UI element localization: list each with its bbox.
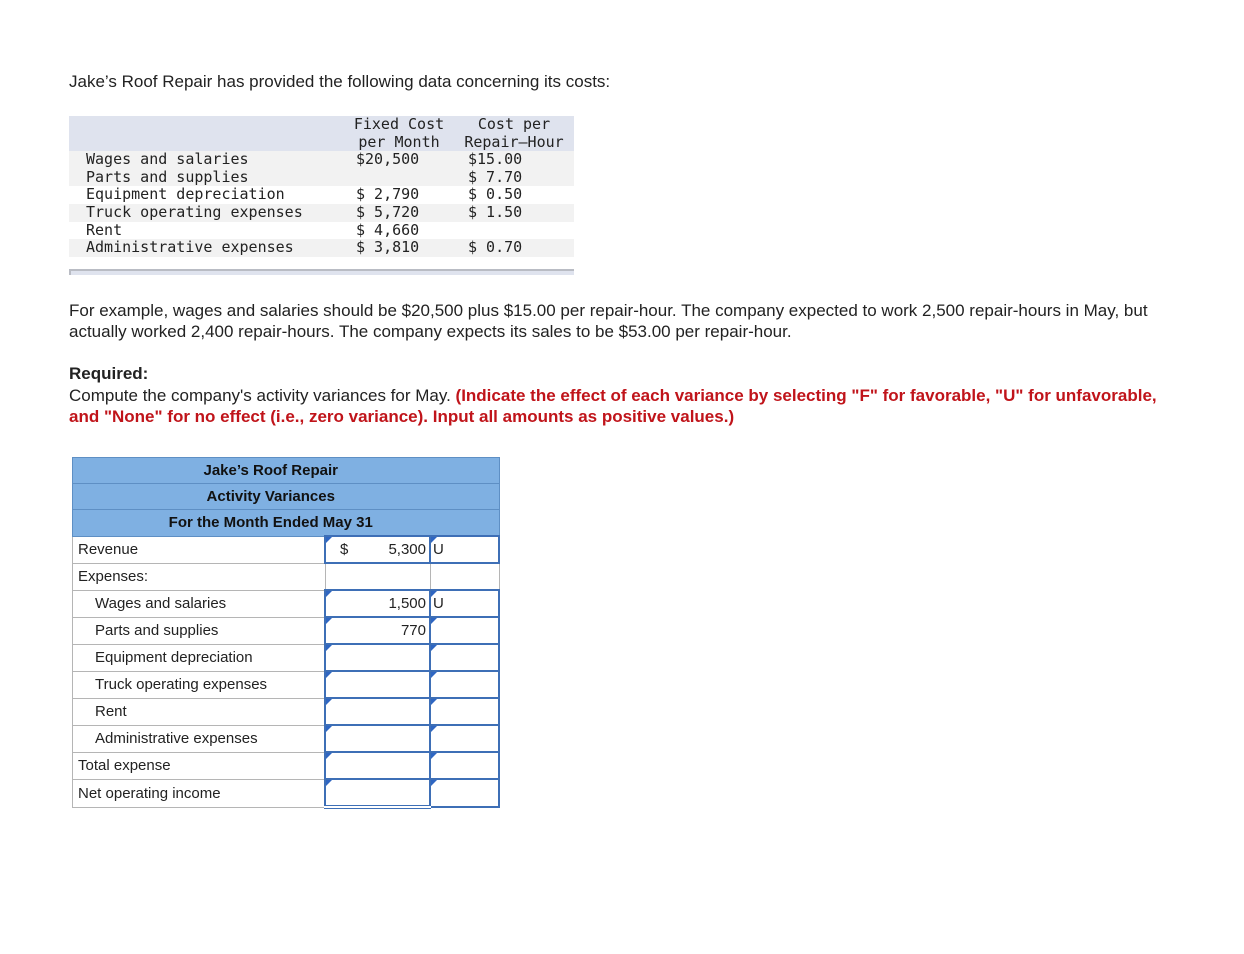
expense-amount-value: 1,500 [388, 595, 426, 612]
cost-row [69, 151, 574, 169]
expense-amount-value [426, 730, 429, 747]
cost-row-label: Administrative expenses [69, 239, 344, 257]
cost-row-fixed: $20,500 [356, 150, 420, 169]
cost-per-hour-header: Cost per Repair–Hour [454, 116, 574, 151]
revenue-row [73, 536, 500, 563]
cost-row-label: Truck operating expenses [69, 204, 344, 222]
net-operating-income-effect-select[interactable] [430, 779, 499, 807]
table-header-row [73, 458, 500, 484]
expense-effect-value [431, 730, 436, 747]
cost-row [69, 204, 574, 222]
cost-row-var: $ 1.50 [454, 204, 574, 222]
cost-row-var [454, 222, 574, 240]
cost-row [69, 222, 574, 240]
expense-amount-input[interactable] [325, 590, 430, 617]
cost-row-fixed: $ 2,790 [356, 185, 420, 204]
expense-amount-value [426, 676, 429, 693]
expense-amount-input[interactable] [325, 725, 430, 752]
cost-row-var: $ 7.70 [454, 169, 574, 187]
statement-title-header: Activity Variances [73, 484, 500, 510]
expense-amount-value [426, 649, 429, 666]
expense-effect-select[interactable] [430, 725, 499, 752]
company-name-header: Jake’s Roof Repair [73, 458, 500, 484]
table-header-row [73, 510, 500, 537]
expense-amount-input[interactable] [325, 698, 430, 725]
expense-effect-select[interactable] [430, 644, 499, 671]
expense-label: Equipment depreciation [73, 644, 326, 671]
expense-effect-select[interactable] [430, 590, 499, 617]
cost-row [69, 169, 574, 187]
expense-row [73, 644, 500, 671]
table-header-row [73, 484, 500, 510]
net-operating-income-amount-input[interactable] [325, 779, 430, 807]
cost-row-label: Rent [86, 220, 123, 239]
total-expense-effect-value [431, 757, 436, 774]
total-expense-amount-input[interactable] [325, 752, 430, 779]
cost-row-fixed: $ 3,810 [344, 239, 454, 257]
expense-effect-value [431, 703, 436, 720]
cost-row-var: $15.00 [468, 150, 523, 169]
net-operating-income-amount-value [426, 784, 429, 801]
empty-cell [325, 563, 430, 590]
cost-row-fixed: $ 5,720 [344, 204, 454, 222]
dollar-sign: $ [340, 541, 349, 558]
expense-row [73, 617, 500, 644]
expense-row [73, 725, 500, 752]
revenue-amount-value: 5,300 [388, 541, 426, 558]
activity-variances-table [72, 457, 500, 809]
net-operating-income-effect-value [431, 785, 436, 802]
expense-amount-input[interactable] [325, 617, 430, 644]
expense-label: Administrative expenses [73, 725, 326, 752]
problem-paragraph: For example, wages and salaries should be $20,500 plus $15.00 per repair-hour. The company expected to work 2,500 repair-hours in May, but actually worked 2,400 repair-hours. The company expects its sales to be $53.00 per repair-hour. [69, 301, 1148, 341]
revenue-effect-select[interactable] [430, 536, 499, 563]
required-question: Compute the company's activity variances for May. [69, 386, 456, 405]
intro-text: Jake’s Roof Repair has provided the following data concerning its costs: [69, 72, 611, 91]
expense-effect-value [431, 676, 436, 693]
cost-table-blank-head [69, 116, 344, 151]
expense-effect-value [431, 649, 436, 666]
total-expense-row [73, 752, 500, 779]
cost-row-fixed [344, 169, 454, 187]
cost-row-label: Parts and supplies [69, 169, 344, 187]
expense-row [73, 590, 500, 617]
expenses-label: Expenses: [73, 563, 326, 590]
expenses-row [73, 563, 500, 590]
total-expense-amount-value [426, 757, 429, 774]
period-header: For the Month Ended May 31 [73, 510, 500, 537]
expense-label: Rent [73, 698, 326, 725]
required-instruction: (Indicate the effect of each variance by selecting "F" for favorable, "U" for unfavorable, and "None" for no effect (i.e., zero variance). Input all amounts as positive values.) [69, 386, 1157, 426]
required-text [69, 385, 1179, 427]
expense-row [73, 671, 500, 698]
cost-row-var: $ 0.70 [454, 239, 574, 257]
net-operating-income-label: Net operating income [73, 779, 326, 807]
total-expense-label: Total expense [73, 752, 326, 779]
cost-row [69, 186, 574, 204]
expense-effect-value [431, 622, 436, 639]
expense-effect-select[interactable] [430, 698, 499, 725]
revenue-label: Revenue [73, 536, 326, 563]
fixed-cost-header: Fixed Cost per Month [344, 116, 454, 151]
expense-amount-value [426, 703, 429, 720]
cost-row-label: Wages and salaries [86, 150, 249, 169]
net-operating-income-row [73, 779, 500, 807]
expense-amount-input[interactable] [325, 644, 430, 671]
expense-effect-value: U [433, 595, 444, 612]
expense-effect-select[interactable] [430, 671, 499, 698]
total-expense-effect-select[interactable] [430, 752, 499, 779]
expense-amount-input[interactable] [325, 671, 430, 698]
expense-amount-value: 770 [400, 622, 426, 639]
cost-row [69, 239, 574, 257]
cost-row-var: $ 0.50 [468, 185, 523, 204]
expense-row [73, 698, 500, 725]
cost-table-footer-rule [69, 269, 574, 275]
cost-row-label: Equipment depreciation [86, 185, 285, 204]
revenue-effect-value: U [433, 541, 444, 558]
cost-data-table [69, 116, 574, 275]
revenue-amount-input[interactable] [325, 536, 430, 563]
expense-effect-select[interactable] [430, 617, 499, 644]
expense-label: Truck operating expenses [73, 671, 326, 698]
required-title: Required: [69, 364, 149, 383]
expense-label: Parts and supplies [73, 617, 326, 644]
cost-row-fixed: $ 4,660 [356, 220, 420, 239]
empty-cell [430, 563, 499, 590]
expense-label: Wages and salaries [73, 590, 326, 617]
